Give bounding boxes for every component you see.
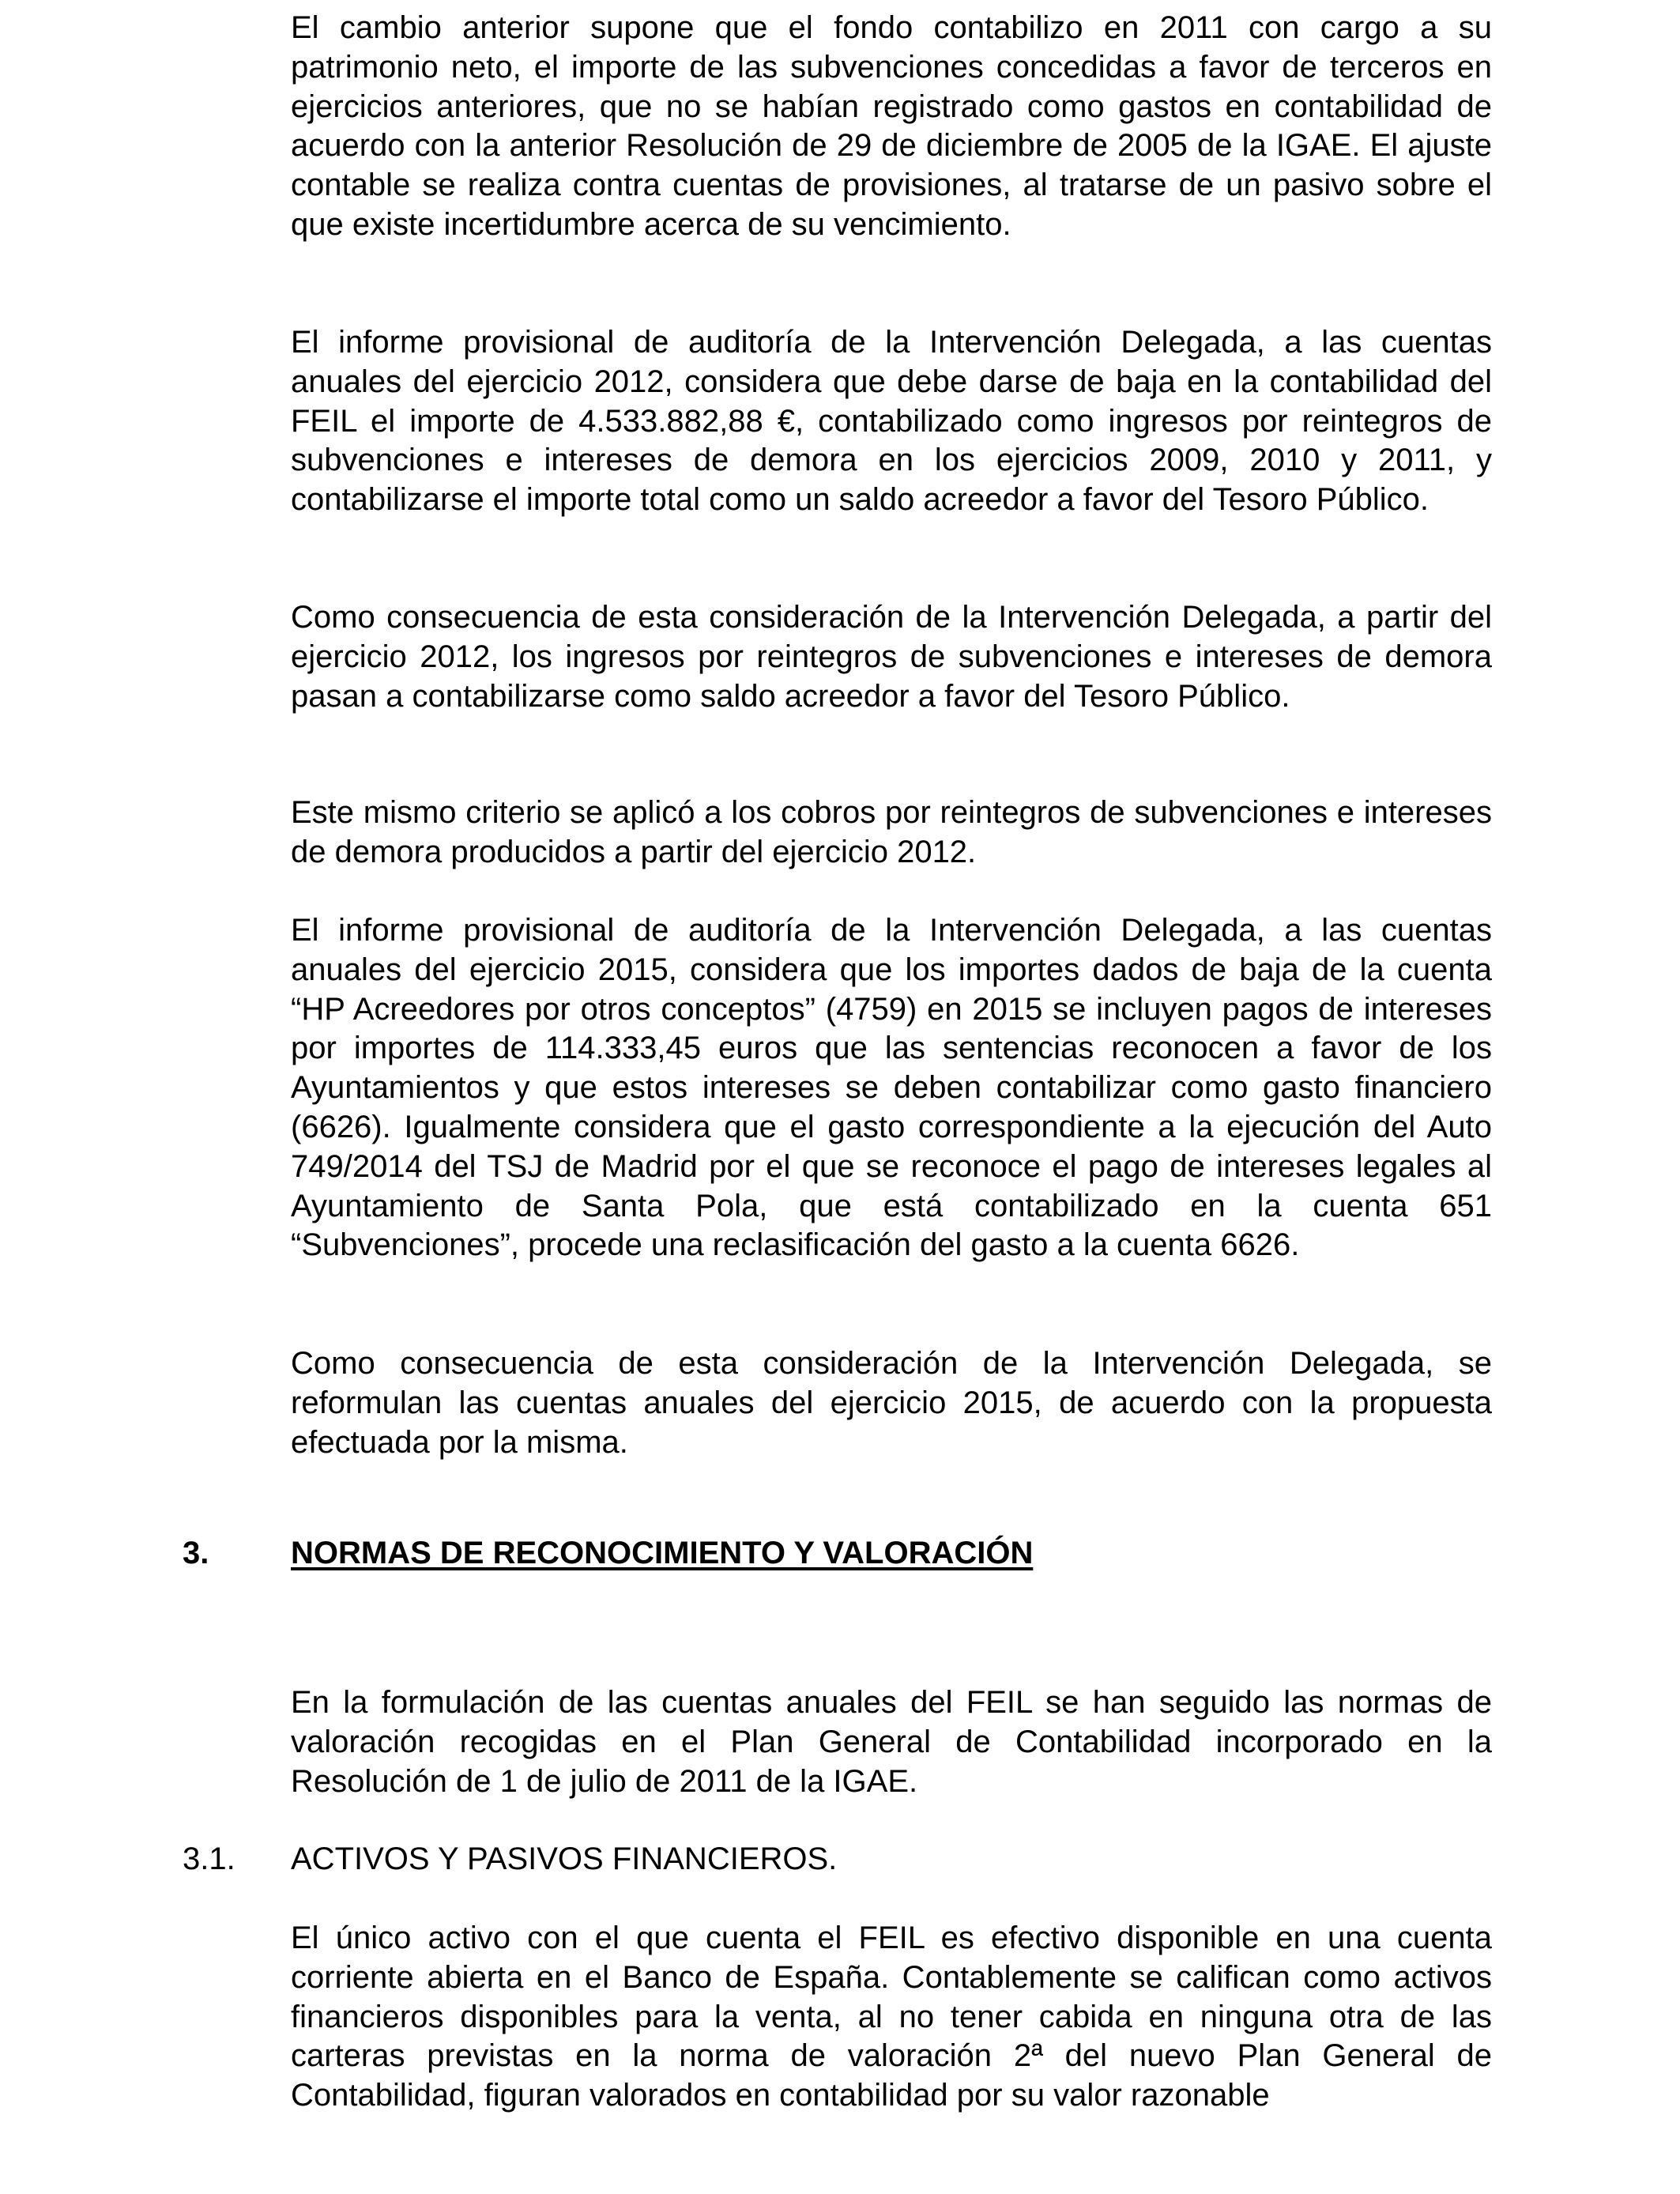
paragraph-audit-2012: El informe provisional de auditoría de la Intervención Delegada, a las cuentas anuales del ejercicio 2012, considera que debe darse de baja en la contabilidad del FEIL el importe de 4.533.882,88 €, contabilizado como ingresos por reintegros de subvenciones e intereses de demora en los ejercicios 2009, 2010 y 2011, y contabilizarse el importe total como un saldo acreedor a favor del Tesoro Público.: [291, 325, 1492, 518]
paragraph-financial-assets: El único activo con el que cuenta el FEIL es efectivo disponible en una cuenta corriente abierta en el Banco de España. Contablemente se califican como activos financieros disponibles para la venta, al no tener cabida en ninguna otra de las carteras previstas en la norma de valoración 2ª del nuevo Plan General de Contabilidad, figuran valorados en contabilidad por su valor razonable: [291, 1921, 1492, 2113]
paragraph-reformulation-2015: Como consecuencia de esta consideración de la Intervención Delegada, se reformulan las cuentas anuales del ejercicio 2015, de acuerdo con la propuesta efectuada por la misma.: [291, 1346, 1492, 1460]
paragraph-same-criterion: Este mismo criterio se aplicó a los cobros por reintegros de subvenciones e intereses de demora producidos a partir del ejercicio 2012.: [291, 795, 1492, 869]
section-3-title: NORMAS DE RECONOCIMIENTO Y VALORACIÓN: [291, 1536, 1034, 1570]
section-3-number: 3.: [183, 1536, 209, 1570]
section-3-1-title: ACTIVOS Y PASIVOS FINANCIEROS.: [291, 1842, 838, 1876]
paragraph-consequence-2012: Como consecuencia de esta consideración de la Intervención Delegada, a partir del ejercicio 2012, los ingresos por reintegros de subvenciones e intereses de demora pasan a contabilizarse como saldo acreedor a favor del Tesoro Público.: [291, 600, 1492, 714]
paragraph-valuation-norms: En la formulación de las cuentas anuales del FEIL se han seguido las normas de valoración recogidas en el Plan General de Contabilidad incorporado en la Resolución de 1 de julio de 2011 de la IGAE.: [291, 1685, 1492, 1799]
section-3-1-number: 3.1.: [183, 1842, 235, 1876]
paragraph-audit-2015: El informe provisional de auditoría de la Intervención Delegada, a las cuentas anuales del ejercicio 2015, considera que los importes dados de baja de la cuenta “HP Acreedores por otros conceptos” (4759) en 2015 se incluyen pagos de intereses por importes de 114.333,45 euros que las sentencias reconocen a favor de los Ayuntamientos y que estos intereses se deben contabilizar como gasto financiero (6626). Igualmente considera que el gasto correspondiente a la ejecución del Auto 749/2014 del TSJ de Madrid por el que se reconoce el pago de intereses legales al Ayuntamiento de Santa Pola, que está contabilizado en la cuenta 651 “Subvenciones”, procede una reclasificación del gasto a la cuenta 6626.: [291, 913, 1492, 1263]
paragraph-fund-change: El cambio anterior supone que el fondo contabilizo en 2011 con cargo a su patrimonio neto, el importe de las subvenciones concedidas a favor de terceros en ejercicios anteriores, que no se habían registrado como gastos en contabilidad de acuerdo con la anterior Resolución de 29 de diciembre de 2005 de la IGAE. El ajuste contable se realiza contra cuentas de provisiones, al tratarse de un pasivo sobre el que existe incertidumbre acerca de su vencimiento.: [291, 10, 1492, 242]
